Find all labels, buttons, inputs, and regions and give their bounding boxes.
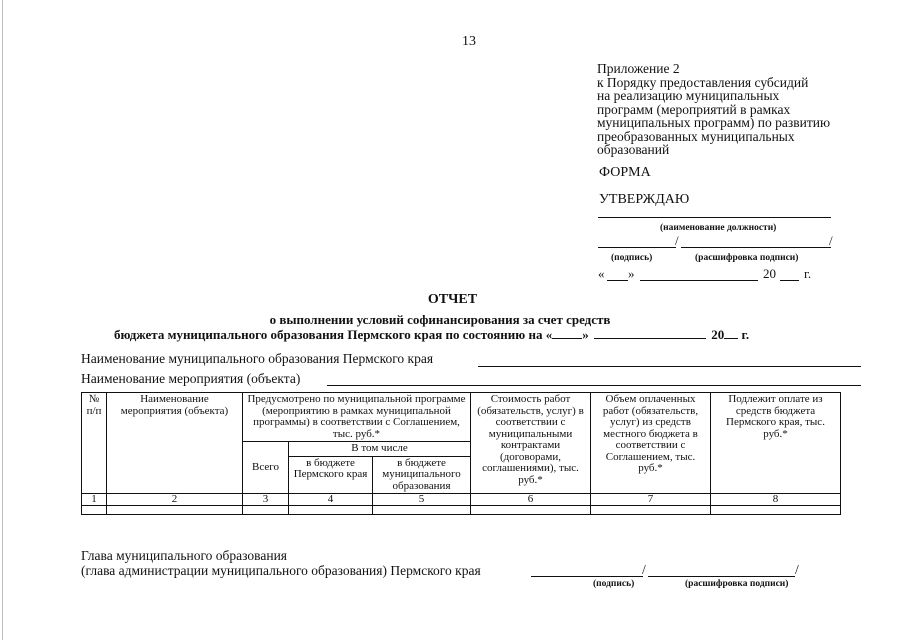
- report-subtitle: о выполнении условий софинансирования за счет средств: [269, 312, 611, 327]
- report-year-blank: [724, 338, 738, 339]
- column-number: 1: [82, 494, 107, 506]
- table-cell[interactable]: [107, 506, 243, 515]
- table-cell[interactable]: [471, 506, 591, 515]
- header-paid-volume: Объем оплаченных работ (обязательств, услуг) из средств местного бюджета в соответствии с Соглашением, тыс. руб.*: [591, 393, 711, 494]
- municipality-field-label: Наименование муниципального образования Пермского края: [81, 351, 434, 366]
- report-day-blank: [552, 338, 582, 339]
- table-cell[interactable]: [373, 506, 471, 515]
- report-year-prefix: 20: [711, 327, 725, 342]
- appendix-block: [597, 62, 887, 157]
- page-number: 13: [462, 34, 476, 49]
- position-line: [598, 217, 831, 218]
- appendix-line: программ (мероприятий в рамках: [597, 101, 791, 117]
- header-total: Всего: [243, 442, 289, 494]
- appendix-line: муниципальных программ) по развитию: [597, 115, 831, 130]
- header-municipal-budget: в бюджете муниципального образования: [373, 456, 471, 494]
- footer-signature-line[interactable]: [531, 576, 643, 577]
- header-including: В том числе: [289, 442, 471, 457]
- date-close-quote: »: [628, 266, 635, 281]
- position-caption: (наименование должности): [660, 223, 777, 233]
- date-open-quote: «: [598, 266, 605, 281]
- signature-caption: (подпись): [611, 253, 653, 263]
- appendix-line: на реализацию муниципальных: [597, 88, 780, 103]
- appendix-line: образований: [597, 142, 670, 157]
- date-month-line: [640, 280, 758, 281]
- table-cell[interactable]: [243, 506, 289, 515]
- header-due-payment: Подлежит оплате из средств бюджета Пермского края, тыс. руб.*: [711, 393, 841, 494]
- footer-head-title: Глава муниципального образования: [81, 548, 288, 563]
- footer-slash: /: [642, 562, 646, 577]
- municipality-field-line[interactable]: [478, 366, 861, 367]
- column-number: 2: [107, 494, 243, 506]
- column-number: 5: [373, 494, 471, 506]
- decoding-slash: /: [829, 233, 833, 248]
- header-contract-cost: Стоимость работ (обязательств, услуг) в соответствии с муниципальными контрактами (договорами, соглашениями), тыс. руб.*: [471, 393, 591, 494]
- table-cell[interactable]: [289, 506, 373, 515]
- appendix-line: преобразованных муниципальных: [597, 128, 795, 144]
- report-table: [81, 392, 841, 515]
- event-field-label: Наименование мероприятия (объекта): [81, 371, 301, 386]
- date-year-suffix: г.: [804, 266, 812, 281]
- column-number: 8: [711, 494, 841, 506]
- signature-slash: /: [675, 233, 679, 248]
- event-field-line[interactable]: [327, 385, 861, 386]
- table-cell[interactable]: [82, 506, 107, 515]
- table-cell[interactable]: [591, 506, 711, 515]
- column-number: 3: [243, 494, 289, 506]
- decoding-caption: (расшифровка подписи): [695, 253, 799, 263]
- column-number: 4: [289, 494, 373, 506]
- header-regional-budget: в бюджете Пермского края: [289, 456, 373, 494]
- appendix-line: к Порядку предоставления субсидий: [597, 74, 809, 90]
- report-date-text: бюджета муниципального образования Пермского края по состоянию на «: [114, 327, 553, 342]
- report-heading: ОТЧЕТ: [427, 292, 478, 307]
- signature-line: [598, 247, 676, 248]
- footer-end-slash: /: [795, 562, 799, 577]
- report-date-line: [114, 327, 749, 343]
- header-event-name: Наименование мероприятия (объекта): [107, 393, 243, 494]
- header-number: № п/п: [82, 393, 107, 494]
- footer-decoding-line[interactable]: [648, 576, 795, 577]
- report-year-suffix: г.: [741, 327, 750, 342]
- header-planned: Предусмотрено по муниципальной программе (мероприятию в рамках муниципальной программы) в соответствии с Соглашением, тыс. руб.*: [243, 393, 471, 442]
- column-number: 7: [591, 494, 711, 506]
- report-month-blank: [594, 338, 706, 339]
- footer-signature-caption: (подпись): [593, 579, 635, 589]
- table-row: [82, 506, 841, 515]
- footer-head-subtitle: (глава администрации муниципального образования) Пермского края: [81, 563, 481, 578]
- date-year-prefix: 20: [763, 266, 776, 281]
- approve-label: УТВЕРЖДАЮ: [599, 192, 690, 207]
- footer-decoding-caption: (расшифровка подписи): [685, 579, 789, 589]
- forma-label: ФОРМА: [599, 165, 651, 180]
- table-cell[interactable]: [711, 506, 841, 515]
- date-day-line: [607, 280, 628, 281]
- report-date-close: »: [582, 327, 589, 342]
- scan-edge: [2, 0, 3, 640]
- column-number: 6: [471, 494, 591, 506]
- decoding-line: [681, 247, 831, 248]
- appendix-line: Приложение 2: [597, 61, 680, 76]
- column-number-row: [82, 494, 841, 506]
- date-year-line: [780, 280, 799, 281]
